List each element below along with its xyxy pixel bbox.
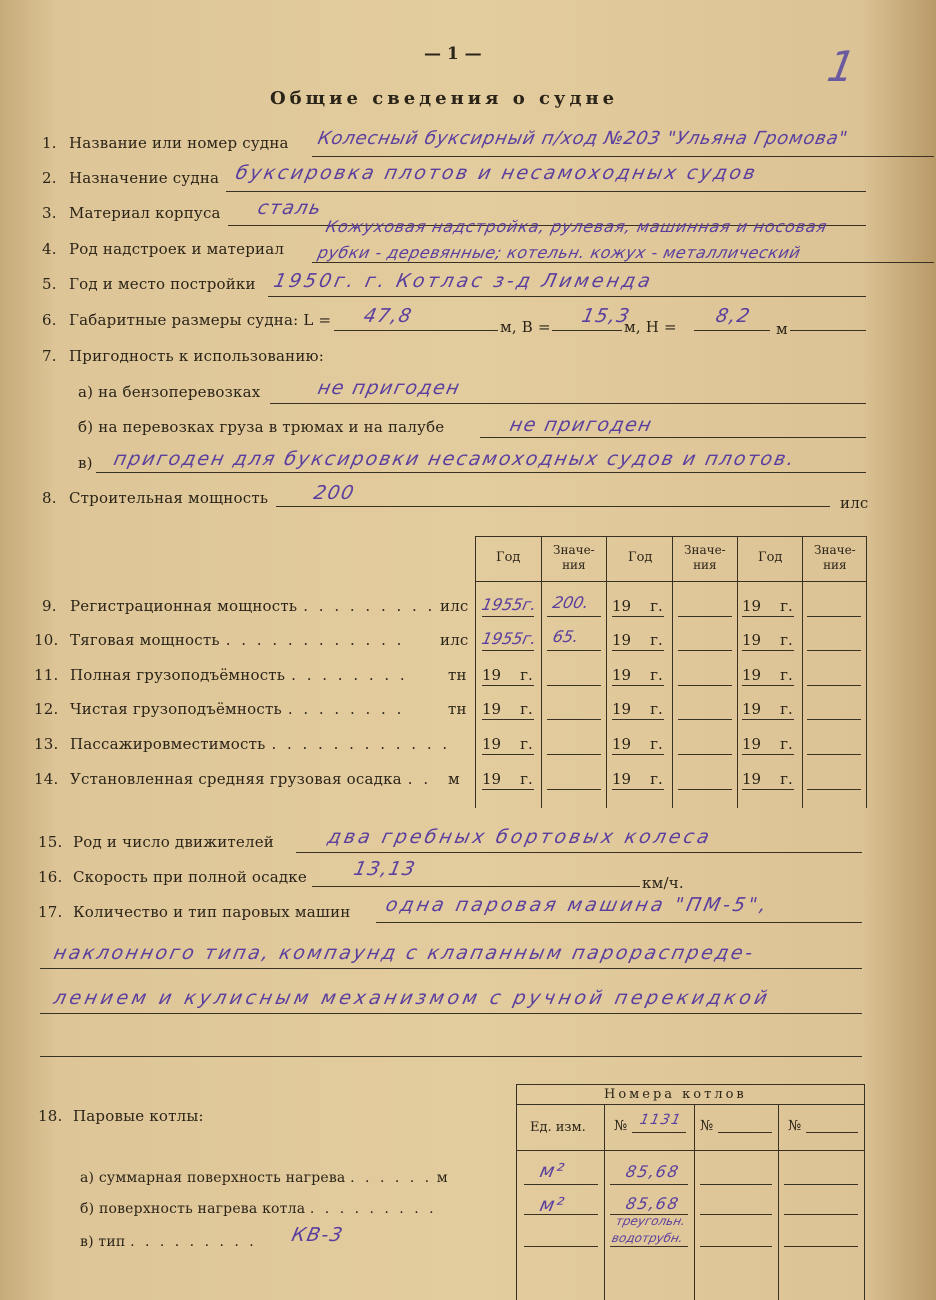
item-18c-text: в) тип bbox=[80, 1234, 126, 1250]
item-15-label: Род и число движителей bbox=[73, 833, 274, 851]
item-4-value-line1: Кожуховая надстройка, рулевая, машинная и носовая bbox=[323, 217, 830, 236]
item-17-number: 17. bbox=[38, 903, 63, 921]
item-7b-label: б) на перевозках груза в трюмах и на палубе bbox=[78, 418, 445, 436]
item-1-number: 1. bbox=[42, 134, 57, 152]
item-6-tail-line bbox=[790, 330, 866, 331]
row-unit: илс bbox=[440, 597, 469, 615]
item-16-label: Скорость при полной осадке bbox=[73, 868, 307, 886]
item-18c-dots: . . . . . . . . . bbox=[130, 1234, 257, 1250]
row-label bbox=[70, 597, 435, 615]
table1-header-value-2: Значе- ния bbox=[684, 543, 726, 572]
item-5-label: Год и место постройки bbox=[69, 275, 256, 293]
item-6-unit-2: м, Н = bbox=[624, 318, 677, 336]
table1-year-cell: 19 г. bbox=[742, 700, 793, 718]
row-label-dots: . . . . . . . . bbox=[291, 666, 408, 684]
table1-header-year-1: Год bbox=[496, 550, 521, 565]
row-12-number: 12. bbox=[34, 700, 59, 718]
item-1-label: Название или номер судна bbox=[69, 134, 289, 152]
page-title: Общие сведения о судне bbox=[270, 88, 619, 109]
table1-year-cell: 19 г. bbox=[742, 631, 793, 649]
item-1-line bbox=[312, 156, 934, 157]
row-label bbox=[70, 770, 431, 788]
item-18b-text: б) поверхность нагрева котла bbox=[80, 1201, 306, 1217]
item-6-height-line bbox=[694, 330, 770, 331]
item-7-label: Пригодность к использованию: bbox=[69, 347, 325, 365]
item-17-line-2 bbox=[40, 968, 862, 969]
item-17-line-1 bbox=[376, 922, 862, 923]
item-7-number: 7. bbox=[42, 347, 57, 365]
item-4-number: 4. bbox=[42, 240, 57, 258]
item-15-value: два гребных бортовых колеса bbox=[325, 826, 715, 848]
row-label-dots: . . . . . . . . bbox=[287, 700, 405, 718]
table1-year-cell: 19 г. bbox=[612, 700, 663, 718]
table2-unit-header: Ед. изм. bbox=[530, 1120, 586, 1135]
item-7a-line bbox=[270, 403, 866, 404]
row-unit: тн bbox=[448, 666, 467, 684]
item-18a-dots: . . . . . . bbox=[350, 1170, 433, 1186]
item-4-line bbox=[312, 262, 934, 263]
row-label-text: Установленная средняя грузовая осадка bbox=[70, 770, 402, 788]
table2-header: Номера котлов bbox=[604, 1087, 747, 1102]
item-2-value: буксировка плотов и несамоходных судов bbox=[233, 162, 760, 184]
item-16-value: 13,13 bbox=[351, 858, 419, 880]
item-7c-value: пригоден для буксировки несамоходных судов и плотов. bbox=[111, 448, 798, 470]
item-7a-value: не пригоден bbox=[315, 377, 463, 399]
row-label bbox=[70, 700, 404, 718]
item-5-line bbox=[268, 296, 866, 297]
item-2-number: 2. bbox=[42, 169, 57, 187]
item-18b-dots: . . . . . . . . . bbox=[309, 1201, 437, 1217]
item-17-value-line3: лением и кулисным механизмом с ручной перекидкой bbox=[51, 987, 773, 1009]
table1-header-value-1: Значе- ния bbox=[553, 543, 595, 572]
table1-year-cell: 19 г. bbox=[482, 666, 533, 684]
row-label-dots: . . . . . . . . . . . . bbox=[225, 631, 405, 649]
item-2-label: Назначение судна bbox=[69, 169, 220, 187]
table2-c-value-line2: водотрубн. bbox=[610, 1231, 685, 1245]
table2-b-value: 85,68 bbox=[623, 1194, 682, 1213]
page-number: — 1 — bbox=[424, 44, 482, 64]
row-9-number: 9. bbox=[42, 597, 57, 615]
table1-year-cell: 19 г. bbox=[742, 735, 793, 753]
item-18a-label bbox=[80, 1170, 448, 1186]
item-18a-text: а) суммарная поверхность нагрева bbox=[80, 1170, 346, 1186]
row-label-text: Пассажировместимость bbox=[70, 735, 266, 753]
table1-year-cell: 1955г. bbox=[479, 595, 539, 614]
item-15-number: 15. bbox=[38, 833, 63, 851]
item-17-line-3 bbox=[40, 1013, 862, 1014]
row-label bbox=[70, 735, 450, 753]
table2-no3: № bbox=[788, 1118, 802, 1134]
item-7b-line bbox=[480, 437, 866, 438]
table1-year-cell: 19 г. bbox=[612, 735, 663, 753]
table1-year-cell: 19 г. bbox=[612, 666, 663, 684]
sheet-number: 1 bbox=[823, 42, 860, 91]
item-4-value-line2: рубки - деревянные; котельн. кожух - металлический bbox=[315, 243, 803, 262]
table1-year-cell: 19 г. bbox=[612, 597, 663, 615]
item-6-label: Габаритные размеры судна: L = bbox=[69, 311, 332, 329]
item-7c-label: в) bbox=[78, 454, 93, 472]
row-label-text: Полная грузоподъёмность bbox=[70, 666, 286, 684]
table1-value-cell: 65. bbox=[550, 627, 581, 646]
table2-no1-value: 1131 bbox=[638, 1112, 684, 1128]
item-6-length-line bbox=[334, 330, 498, 331]
row-label-text: Тяговая мощность bbox=[70, 631, 220, 649]
item-17-label: Количество и тип паровых машин bbox=[73, 903, 351, 921]
row-label-text: Чистая грузоподъёмность bbox=[70, 700, 282, 718]
table1-year-cell: 19 г. bbox=[482, 735, 533, 753]
item-16-unit: км/ч. bbox=[642, 874, 684, 892]
item-8-label: Строительная мощность bbox=[69, 489, 269, 507]
table1-year-cell: 19 г. bbox=[742, 666, 793, 684]
item-1-value: Колесный буксирный п/ход №203 "Ульяна Громова" bbox=[315, 128, 850, 149]
item-3-label: Материал корпуса bbox=[69, 204, 221, 222]
table1-header-value-3: Значе- ния bbox=[814, 543, 856, 572]
item-7b-value: не пригоден bbox=[507, 414, 655, 436]
table1-value-cell: 200. bbox=[550, 593, 591, 612]
item-7a-label: а) на бензоперевозках bbox=[78, 383, 261, 401]
item-16-number: 16. bbox=[38, 868, 63, 886]
item-18-number: 18. bbox=[38, 1107, 63, 1125]
table1-header-year-2: Год bbox=[628, 550, 653, 565]
table2-c-value-line1: треугольн. bbox=[614, 1214, 687, 1228]
item-4-label: Род надстроек и материал bbox=[69, 240, 285, 258]
row-unit: илс bbox=[440, 631, 469, 649]
row-unit: м bbox=[448, 770, 460, 788]
table1-year-cell: 19 г. bbox=[482, 770, 533, 788]
row-label-dots: . . . . . . . . . bbox=[303, 597, 436, 615]
item-8-value: 200 bbox=[311, 482, 358, 504]
item-5-number: 5. bbox=[42, 275, 57, 293]
item-18a-unit: м bbox=[436, 1170, 448, 1186]
table1-year-cell: 1955г. bbox=[479, 629, 539, 648]
table1-header-year-3: Год bbox=[758, 550, 783, 565]
row-label-text: Регистрационная мощность bbox=[70, 597, 298, 615]
item-8-number: 8. bbox=[42, 489, 57, 507]
row-11-number: 11. bbox=[34, 666, 59, 684]
item-6-number: 6. bbox=[42, 311, 57, 329]
table2-no1: № bbox=[614, 1118, 628, 1134]
row-13-number: 13. bbox=[34, 735, 59, 753]
table1-year-cell: 19 г. bbox=[482, 700, 533, 718]
item-18-label: Паровые котлы: bbox=[73, 1107, 204, 1125]
table1-year-cell: 19 г. bbox=[742, 597, 793, 615]
item-7c-line bbox=[96, 472, 866, 473]
item-3-value: сталь bbox=[255, 197, 325, 219]
item-17-line-4 bbox=[40, 1056, 862, 1057]
item-6-length: 47,8 bbox=[361, 305, 415, 327]
item-8-unit: илс bbox=[840, 494, 869, 512]
row-label-dots: . . bbox=[407, 770, 432, 788]
table2-b-unit: м² bbox=[537, 1194, 568, 1216]
row-10-number: 10. bbox=[34, 631, 59, 649]
item-8-line bbox=[276, 506, 830, 507]
row-unit: тн bbox=[448, 700, 467, 718]
item-6-unit-1: м, В = bbox=[500, 318, 551, 336]
item-18c-value: КВ-3 bbox=[289, 1224, 346, 1246]
item-5-value: 1950г. г. Котлас з-д Лименда bbox=[271, 270, 656, 292]
item-6-height: 8,2 bbox=[713, 305, 754, 327]
table1-year-cell: 19 г. bbox=[612, 770, 663, 788]
row-label bbox=[70, 666, 408, 684]
table2-no2: № bbox=[700, 1118, 714, 1134]
item-18c-label bbox=[80, 1234, 257, 1250]
table1-year-cell: 19 г. bbox=[742, 770, 793, 788]
row-14-number: 14. bbox=[34, 770, 59, 788]
row-label bbox=[70, 631, 404, 649]
item-2-line bbox=[226, 191, 866, 192]
item-15-line bbox=[296, 852, 862, 853]
item-17-value-line2: наклонного типа, компаунд с клапанным парораспреде- bbox=[51, 942, 757, 964]
item-18b-label bbox=[80, 1201, 437, 1217]
item-6-breadth: 15,3 bbox=[579, 305, 633, 327]
row-label-dots: . . . . . . . . . . . . bbox=[271, 735, 451, 753]
item-6-breadth-line bbox=[552, 330, 622, 331]
table1-year-cell: 19 г. bbox=[612, 631, 663, 649]
table2-a-unit: м² bbox=[537, 1160, 568, 1182]
table2-a-value: 85,68 bbox=[623, 1162, 682, 1181]
item-6-unit-3: м bbox=[776, 320, 788, 338]
item-16-line bbox=[312, 886, 640, 887]
item-17-value-line1: одна паровая машина "ПМ-5", bbox=[383, 894, 772, 916]
item-3-number: 3. bbox=[42, 204, 57, 222]
